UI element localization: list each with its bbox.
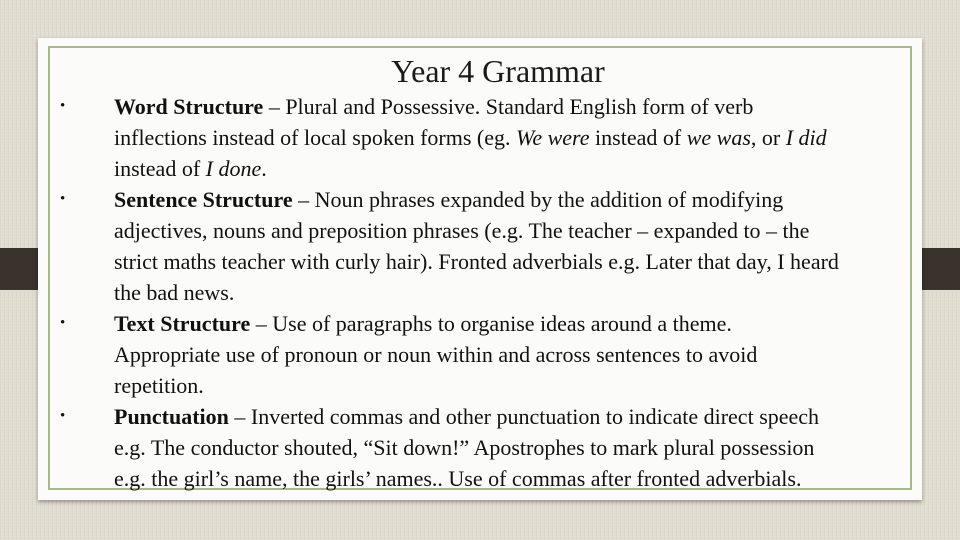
bullet-text: , or: [750, 125, 786, 150]
bullet-item-punctuation: [60, 401, 840, 494]
bullet-text: instead of: [589, 125, 687, 150]
bullet-item-sentence-structure: [60, 184, 840, 308]
bullet-heading: Punctuation: [114, 404, 229, 429]
bullet-text: .: [261, 156, 267, 181]
bullet-heading: Sentence Structure: [114, 187, 293, 212]
bullet-icon: •: [60, 98, 66, 114]
example-text: I done: [205, 156, 262, 181]
bullet-item-word-structure: [60, 91, 840, 184]
bullet-icon: •: [60, 315, 66, 331]
example-text: we was: [686, 125, 751, 150]
bullet-text: instead of: [114, 156, 206, 181]
slide-title: Year 4 Grammar: [391, 53, 605, 89]
bullet-heading: Text Structure: [114, 311, 251, 336]
example-text: I did: [785, 125, 827, 150]
bullet-list: [60, 91, 840, 494]
bullet-item-text-structure: [60, 308, 840, 401]
bullet-text: – Use of paragraphs to organise ideas around a theme. Appropriate use of pronoun or noun within and across sentences to avoid repetition.: [114, 311, 758, 398]
bullet-icon: •: [60, 191, 66, 207]
bullet-text: – Noun phrases expanded by the addition of modifying adjectives, nouns and preposition phrases (e.g. The teacher – expanded to – the strict maths teacher with curly hair). Fronted adverbials e.g. Later that day, I heard the bad news.: [114, 187, 839, 305]
example-text: We were: [516, 125, 590, 150]
bullet-text: – Plural and Possessive. Standard English form of verb inflections instead of local spoken forms (eg.: [114, 94, 754, 150]
bullet-text: – Inverted commas and other punctuation to indicate direct speech e.g. The conductor shouted, “Sit down!” Apostrophes to mark plural possession e.g. the girl’s name, the girls’ names.. Use of commas after fronted adverbials.: [114, 404, 820, 491]
bullet-icon: •: [60, 408, 66, 424]
bullet-heading: Word Structure: [114, 94, 264, 119]
